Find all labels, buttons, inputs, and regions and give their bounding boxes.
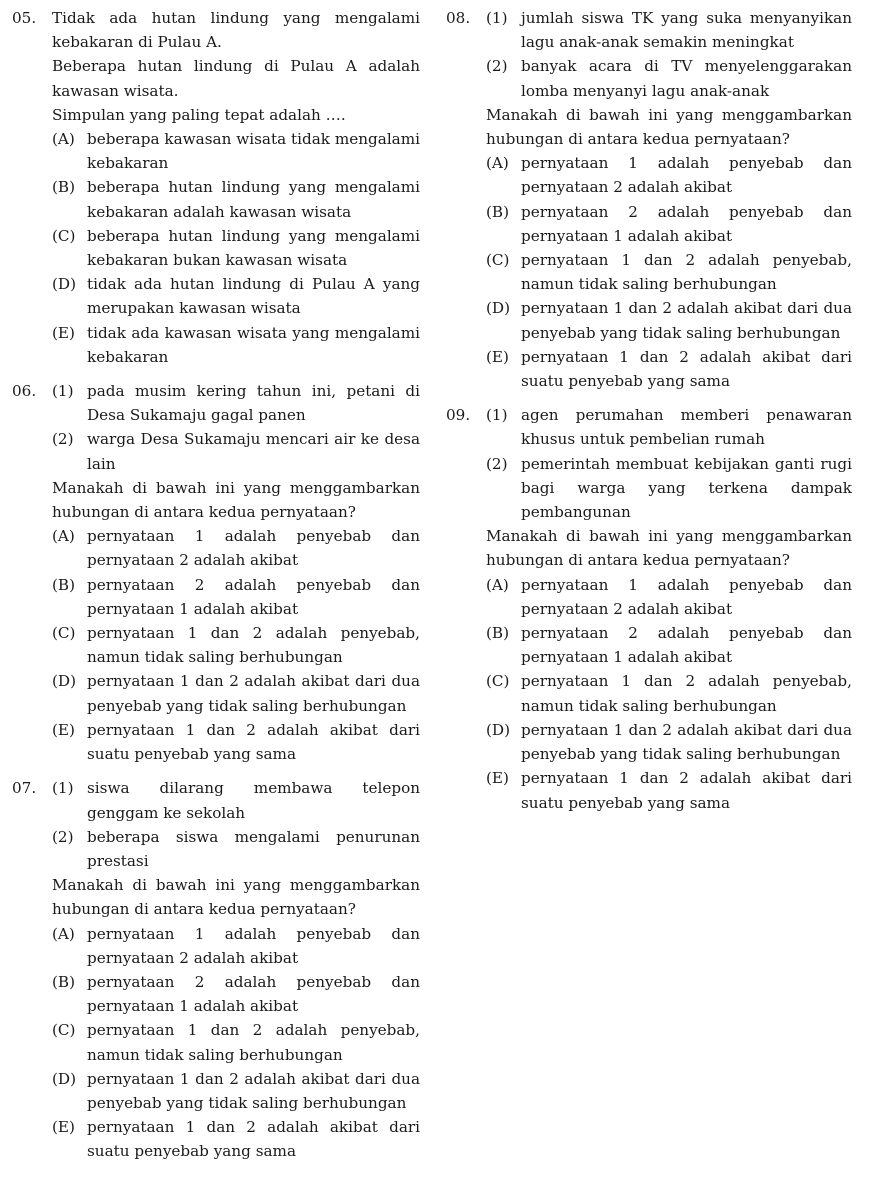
option-label: (B) — [486, 624, 510, 643]
option-d[interactable] — [52, 272, 420, 320]
question-07 — [12, 776, 420, 1163]
option-text: pernyataan 1 dan 2 adalah akibat dari suatu penyebab yang sama — [87, 720, 420, 764]
option-text: pernyataan 1 dan 2 adalah akibat dari dua penyebab yang tidak saling berhubungan — [521, 720, 852, 764]
statement-label: (2) — [486, 454, 508, 473]
option-d[interactable] — [486, 296, 852, 344]
option-label: (A) — [52, 527, 75, 546]
option-text: pernyataan 1 dan 2 adalah akibat dari suatu penyebab yang sama — [521, 347, 852, 391]
statement-2 — [52, 825, 420, 873]
question-number: 07. — [12, 779, 37, 798]
option-c[interactable] — [52, 621, 420, 669]
option-e[interactable] — [52, 718, 420, 766]
statement-1 — [52, 776, 420, 824]
statement-text: warga Desa Sukamaju mencari air ke desa lain — [87, 430, 420, 473]
option-text: beberapa kawasan wisata tidak mengalami kebakaran — [87, 130, 420, 173]
question-05 — [12, 6, 420, 369]
option-c[interactable] — [486, 248, 852, 296]
left-column — [12, 6, 420, 1164]
option-label: (C) — [52, 226, 76, 245]
statement-label: (2) — [52, 827, 74, 846]
statement-text: jumlah siswa TK yang suka menyanyikan lagu anak-anak semakin meningkat — [521, 9, 852, 52]
option-text: pernyataan 2 adalah penyebab dan pernyataan 1 adalah akibat — [521, 624, 852, 667]
statement-2 — [486, 54, 852, 102]
question-number: 06. — [12, 382, 37, 401]
question-08 — [446, 6, 852, 393]
statement-text: beberapa siswa mengalami penurunan prestasi — [87, 827, 420, 870]
statement-label: (2) — [52, 430, 74, 449]
option-text: pernyataan 1 dan 2 adalah penyebab, namun tidak saling berhubungan — [521, 251, 852, 294]
option-label: (C) — [486, 672, 510, 691]
option-label: (D) — [486, 720, 511, 739]
statement-1 — [486, 6, 852, 54]
option-e[interactable] — [52, 1115, 420, 1163]
option-b[interactable] — [486, 200, 852, 248]
option-c[interactable] — [486, 669, 852, 717]
option-text: pernyataan 2 adalah penyebab dan pernyataan 1 adalah akibat — [87, 972, 420, 1016]
option-a[interactable] — [486, 573, 852, 621]
option-d[interactable] — [52, 1067, 420, 1115]
option-text: pernyataan 1 dan 2 adalah penyebab, namun tidak saling berhubungan — [87, 624, 420, 667]
option-label: (B) — [52, 178, 76, 197]
option-b[interactable] — [52, 175, 420, 223]
option-label: (E) — [52, 323, 75, 342]
option-text: pernyataan 1 dan 2 adalah akibat dari dua penyebab yang tidak saling berhubungan — [87, 1069, 420, 1112]
option-d[interactable] — [52, 669, 420, 717]
premise: Beberapa hutan lindung di Pulau A adalah kawasan wisata. — [52, 57, 420, 100]
statement-2 — [486, 452, 852, 525]
statement-text: agen perumahan memberi penawaran khusus untuk pembelian rumah — [521, 406, 852, 449]
option-b[interactable] — [486, 621, 852, 669]
statement-label: (1) — [486, 406, 508, 425]
question-number: 05. — [12, 9, 37, 27]
option-a[interactable] — [52, 127, 420, 175]
option-label: (E) — [486, 769, 509, 788]
question-06 — [12, 379, 420, 766]
option-label: (E) — [52, 720, 75, 739]
statement-text: banyak acara di TV menyelenggarakan lomba menyanyi lagu anak-anak — [521, 57, 852, 100]
option-d[interactable] — [486, 718, 852, 766]
statement-text: pemerintah membuat kebijakan ganti rugi bagi warga yang terkena dampak pembangunan — [521, 454, 852, 522]
option-text: tidak ada kawasan wisata yang mengalami kebakaran — [87, 323, 420, 366]
statement-2 — [52, 427, 420, 475]
option-label: (E) — [486, 347, 509, 366]
option-label: (D) — [52, 275, 77, 294]
option-text: pernyataan 1 dan 2 adalah akibat dari dua penyebab yang tidak saling berhubungan — [87, 672, 420, 715]
option-text: pernyataan 2 adalah penyebab dan pernyataan 1 adalah akibat — [87, 575, 420, 618]
statement-1 — [486, 403, 852, 451]
question-prompt: Manakah di bawah ini yang menggambarkan hubungan di antara kedua pernyataan? — [486, 527, 852, 570]
option-text: pernyataan 1 dan 2 adalah akibat dari dua penyebab yang tidak saling berhubungan — [521, 299, 852, 342]
option-label: (B) — [52, 575, 76, 594]
option-b[interactable] — [52, 970, 420, 1018]
option-text: pernyataan 2 adalah penyebab dan pernyataan 1 adalah akibat — [521, 202, 852, 245]
option-e[interactable] — [486, 345, 852, 393]
option-text: pernyataan 1 adalah penyebab dan pernyataan 2 adalah akibat — [521, 575, 852, 618]
option-b[interactable] — [52, 573, 420, 621]
question-number: 09. — [446, 406, 471, 425]
option-label: (C) — [52, 1021, 76, 1040]
question-prompt: Simpulan yang paling tepat adalah …. — [52, 105, 346, 124]
option-c[interactable] — [52, 1018, 420, 1066]
statement-label: (2) — [486, 57, 508, 76]
option-a[interactable] — [52, 922, 420, 970]
option-text: pernyataan 1 dan 2 adalah penyebab, namun tidak saling berhubungan — [87, 1021, 420, 1064]
option-label: (A) — [486, 575, 509, 594]
option-label: (E) — [52, 1118, 75, 1137]
option-a[interactable] — [52, 524, 420, 572]
question-09 — [446, 403, 852, 814]
option-text: beberapa hutan lindung yang mengalami kebakaran bukan kawasan wisata — [87, 226, 420, 270]
option-text: pernyataan 1 dan 2 adalah akibat dari suatu penyebab yang sama — [521, 769, 852, 812]
statement-1 — [52, 379, 420, 427]
option-label: (C) — [52, 624, 76, 643]
statement-text: siswa dilarang membawa telepon genggam ke sekolah — [87, 779, 420, 822]
question-number: 08. — [446, 9, 471, 27]
question-prompt: Manakah di bawah ini yang menggambarkan hubungan di antara kedua pernyataan? — [486, 105, 852, 149]
option-text: pernyataan 1 adalah penyebab dan pernyataan 2 adalah akibat — [87, 924, 420, 967]
option-label: (D) — [52, 1069, 77, 1088]
question-prompt: Manakah di bawah ini yang menggambarkan hubungan di antara kedua pernyataan? — [52, 876, 420, 919]
option-e[interactable] — [486, 766, 852, 814]
option-label: (B) — [52, 972, 76, 991]
statement-text: pada musim kering tahun ini, petani di Desa Sukamaju gagal panen — [87, 382, 420, 425]
option-e[interactable] — [52, 321, 420, 369]
right-column — [446, 6, 852, 815]
statement-label: (1) — [52, 382, 74, 401]
option-label: (D) — [486, 299, 511, 318]
statement-label: (1) — [52, 779, 74, 798]
option-text: pernyataan 1 dan 2 adalah penyebab, namun tidak saling berhubungan — [521, 672, 852, 715]
option-a[interactable] — [486, 151, 852, 199]
option-label: (A) — [486, 154, 509, 173]
option-text: pernyataan 1 adalah penyebab dan pernyataan 2 adalah akibat — [521, 154, 852, 197]
option-label: (D) — [52, 672, 77, 691]
question-prompt: Manakah di bawah ini yang menggambarkan hubungan di antara kedua pernyataan? — [52, 478, 420, 522]
question-stem: Tidak ada hutan lindung yang mengalami kebakaran di Pulau A. — [52, 9, 420, 52]
option-c[interactable] — [52, 224, 420, 272]
option-label: (A) — [52, 130, 75, 149]
option-text: beberapa hutan lindung yang mengalami kebakaran adalah kawasan wisata — [87, 178, 420, 221]
option-label: (B) — [486, 202, 510, 221]
option-text: pernyataan 1 adalah penyebab dan pernyataan 2 adalah akibat — [87, 527, 420, 570]
option-text: tidak ada hutan lindung di Pulau A yang merupakan kawasan wisata — [87, 275, 420, 318]
statement-label: (1) — [486, 9, 508, 27]
option-label: (C) — [486, 251, 510, 270]
option-label: (A) — [52, 924, 75, 943]
option-text: pernyataan 1 dan 2 adalah akibat dari suatu penyebab yang sama — [87, 1118, 420, 1161]
